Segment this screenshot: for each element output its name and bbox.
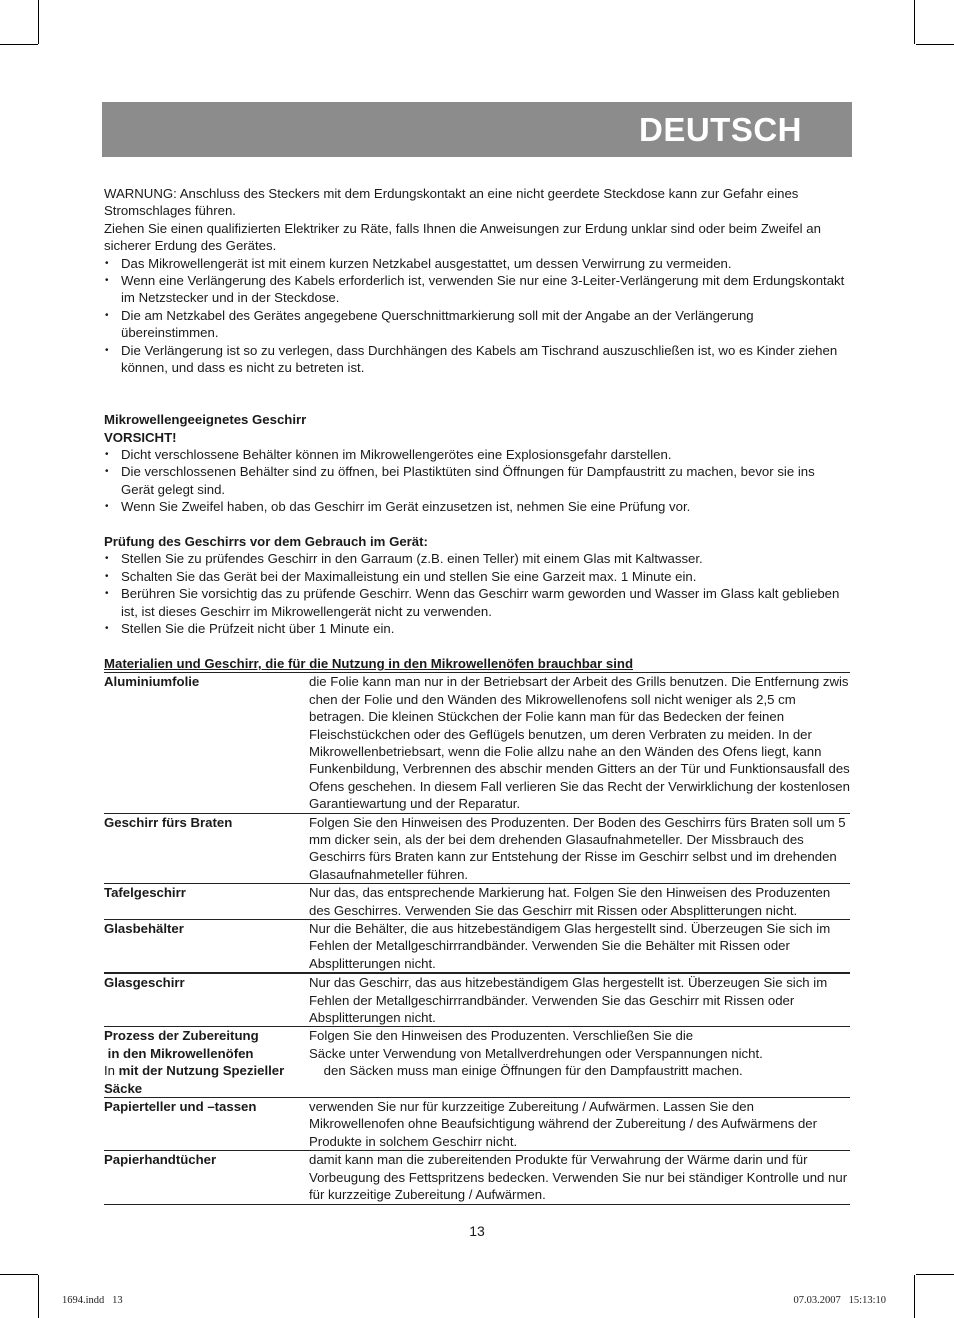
material-name-line: Säcke [104,1080,143,1096]
table-row [104,884,850,920]
description-line: Folgen Sie den Hinweisen des Produzenten. Verschließen Sie die [309,1028,694,1044]
description-line: Säcke unter Verwendung von Metallverdrehungen oder Verspannungen nicht. [309,1045,763,1061]
crop-mark [38,0,39,44]
document-body [104,185,850,1205]
list-item: • Stellen Sie die Prüfzeit nicht über 1 Minute ein. [104,620,850,637]
material-name: Tafelgeschirr [104,885,186,901]
material-description [309,1027,850,1098]
material-description: Nur die Behälter, die aus hitzebeständigem Glas hergestellt sind. Überzeugen Sie sich im Fehlen der Metallgeschirrrandbänder. Verwenden Sie die Behälter mit Rissen oder Absplitterungen nicht. [309,921,831,971]
list-item: • Die verschlossenen Behälter sind zu öffnen, bei Plastiktüten sind Öffnungen für Dampfaustritt zu machen, bevor sie ins Gerät gelegt sind. [104,463,850,498]
table-row [104,813,850,884]
material-description: damit kann man die zubereitenden Produkte für Verwahrung der Wärme darin und für Vorbeugung des Fettspritzens bedecken. Verwenden Sie nur bei ständiger Kontrolle und nur für kurzzeitige Zubereitung / Aufwärmen. [309,1152,848,1203]
header-bar [102,102,852,157]
section-heading: Prüfung des Geschirrs vor dem Gebrauch im Gerät: [104,534,428,550]
material-name: Papierhandtücher [104,1152,217,1168]
crop-mark [914,1275,915,1318]
material-description: Nur das Geschirr, das aus hitzebeständigem Glas hergestellt ist. Überzeugen Sie sich im Fehlen der Metallgeschirrrandbänder. Verwenden Sie das Geschirr mit Rissen oder Absplitterungen nicht. [309,975,828,1026]
table-row [104,973,850,1027]
crop-mark [914,0,915,44]
material-name-line: in den Mikrowellenöfen [104,1045,254,1061]
caution-label: VORSICHT! [104,429,177,445]
list-item: • Die am Netzkabel des Gerätes angegebene Querschnittmarkierung soll mit der Angabe an der Verlängerung übereinstimmen. [104,307,850,342]
material-name: Geschirr fürs Braten [104,814,233,830]
material-name-line: mit der Nutzung Spezieller [118,1063,285,1079]
list-item: • Wenn Sie Zweifel haben, ob das Geschirr im Gerät einzusetzen ist, nehmen Sie eine Prüfung vor. [104,498,850,515]
table-row [104,920,850,974]
page-number: 13 [469,1223,485,1239]
materials-table [104,672,850,1204]
crop-mark [38,1275,39,1318]
list-item: • Die Verlängerung ist so zu verlegen, dass Durchhängen des Kabels am Tischrand auszuschließen ist, wo es Kinder ziehen können, und dass es nicht zu betreten ist. [104,342,850,377]
material-name: Glasbehälter [104,921,184,936]
crop-mark [916,44,954,45]
list-item: • Wenn eine Verlängerung des Kabels erforderlich ist, verwenden Sie nur eine 3-Leiter-Verlängerung mit dem Erdungskontakt im Netzstecker und in der Steckdose. [104,272,850,307]
material-name [104,1027,309,1098]
footer-date: 07.03.2007 15:13:10 [793,1295,886,1306]
table-row [104,1027,850,1098]
table-row [104,673,850,813]
material-description: Folgen Sie den Hinweisen des Produzenten. Der Boden des Geschirrs fürs Braten soll um 5 mm dicker sein, als der bei dem drehenden Glasaufnahmeteller. Der Missbrauch des Geschirrs fürs Braten kann zur Entstehung der Risse im Geschirr selbst und im drehenden Glasaufnahmeteller führen. [309,814,846,882]
advice-text: Ziehen Sie einen qualifizierten Elektriker zu Räte, falls Ihnen die Anweisungen zur Erdung unklar sind oder beim Zweifel an sicherer Erdung des Gerätes. [104,220,821,254]
material-name: Papierteller und –tassen [104,1099,257,1115]
crop-mark [0,44,38,45]
list-item: • Schalten Sie das Gerät bei der Maximalleistung ein und stellen Sie eine Garzeit max. 1 Minute ein. [104,568,850,585]
table-row [104,1151,850,1204]
material-description: die Folie kann man nur in der Betriebsart der Arbeit des Grills benutzen. Die Entfernung zwis chen der Folie und den Wänden des Mikrowellenofens soll nicht weniger als 2,5 cm betragen. Die kleinen Stückchen der Folie kann man für das Bedecken der feinen Fleischstückchen oder des Geflügels benutzen, um deren Verbraten zu meiden. In der Mikrowellenbetriebsart, wenn die Folie allzu nahe an den Wänden des Ofens liegt, kann Funkenbildung, Verbrennen des abschir menden Gitters an der Tür und Funktionsausfall des Ofens geschehen. In diesem Fall verlieren Sie das Recht der Verwirklichung der kostenlosen Garantiewartung und der Reparatur. [309,674,850,812]
material-name: Aluminiumfolie [104,674,200,690]
section-heading: Mikrowellengeeignetes Geschirr [104,412,307,428]
list-item: • Dicht verschlossene Behälter können im Mikrowellengerötes eine Explosionsgefahr darstellen. [104,446,850,463]
warning-text: WARNUNG: Anschluss des Steckers mit dem Erdungskontakt an eine nicht geerdete Steckdose kann zur Gefahr eines Stromschlages führen. [104,186,799,219]
crop-mark [0,1274,38,1275]
list-item: • Berühren Sie vorsichtig das zu prüfende Geschirr. Wenn das Geschirr warm geworden und Wasser im Glass kalt geblieben ist, ist dieses Geschirr im Mikrowellengerät nicht zu verwenden. [104,585,850,620]
crop-mark [916,1274,954,1275]
section-heading: Materialien und Geschirr, die für die Nutzung in den Mikrowellenöfen brauchbar sind [104,655,634,671]
footer-file: 1694.indd 13 [62,1295,123,1306]
material-name-line: Prozess der Zubereitung [104,1028,259,1044]
description-line: den Säcken muss man einige Öffnungen für den Dampfaustritt machen. [309,1063,743,1079]
material-name: Glasgeschirr [104,975,185,991]
material-description: verwenden Sie nur für kurzzeitige Zubereitung / Aufwärmen. Lassen Sie den Mikrowellenofen ohne Beaufsichtigung während der Zubereitung / des Aufwärmens der Produkte in solchem Geschirr nicht. [309,1099,818,1149]
material-description: Nur das, das entsprechende Markierung hat. Folgen Sie den Hinweisen des Produzenten des Geschirres. Verwenden Sie das Geschirr mit Rissen oder Absplitterungen nicht. [309,885,831,918]
page-title: DEUTSCH [638,111,802,148]
material-name-prefix: In [104,1063,119,1079]
list-item: • Stellen Sie zu prüfendes Geschirr in den Garraum (z.B. einen Teller) mit einem Glas mit Kaltwasser. [104,550,850,567]
table-row [104,1098,850,1151]
list-item: • Das Mikrowellengerät ist mit einem kurzen Netzkabel ausgestattet, um dessen Verwirrung zu vermeiden. [104,255,850,272]
